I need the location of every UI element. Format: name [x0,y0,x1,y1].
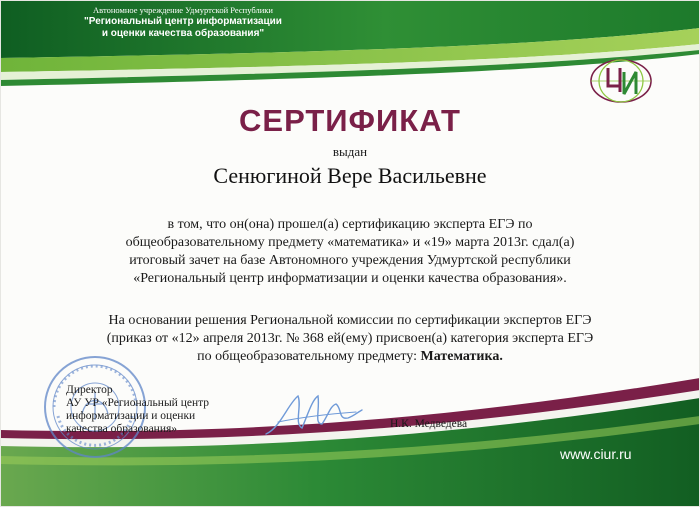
issuer-line-2: "Региональный центр информатизации [84,16,282,27]
ciur-logo-icon [586,56,656,106]
signer-name: Н.К. Медведева [390,418,468,430]
subject-prefix: по общеобразовательному предмету: [197,349,421,364]
issuer-line-1: Автономное учреждение Удмуртской Республики [93,5,273,15]
paragraph-line: (приказ от «12» апреля 2013г. № 368 ей(ему) присвоен(а) категория эксперта ЕГЭ [106,331,594,346]
signature-icon [258,384,368,444]
signer-title-line: Директор [66,384,113,396]
signer-title-line: информатизации и оценки [66,410,196,422]
certificate-title: СЕРТИФИКАТ [239,103,461,138]
issuer-line-3: и оценки качества образования" [101,28,265,39]
certification-paragraph [60,216,640,288]
paragraph-line: На основании решения Региональной комиссии по сертификации экспертов ЕГЭ [108,313,592,328]
paragraph-line: итоговый зачет на базе Автономного учреждения Удмуртской республики [129,253,571,268]
signer-title-line: качества образования» [66,423,178,435]
paragraph-line: общеобразовательному предмету «математика» и «19» марта 2013г. сдал(а) [125,235,575,250]
recipient-name: Сенюгиной Вере Васильевне [213,163,487,188]
website-url: www.ciur.ru [560,446,632,462]
paragraph-line: в том, что он(она) прошел(а) сертификацию эксперта ЕГЭ по [167,217,533,232]
issuer-header [78,4,288,40]
signer-title-line: АУ УР «Региональный центр [66,397,210,409]
signer-position [66,384,256,436]
issued-label: выдан [332,144,368,159]
paragraph-line: «Региональный центр информатизации и оценки качества образования». [133,271,567,286]
subject-name: Математика. [420,349,503,364]
